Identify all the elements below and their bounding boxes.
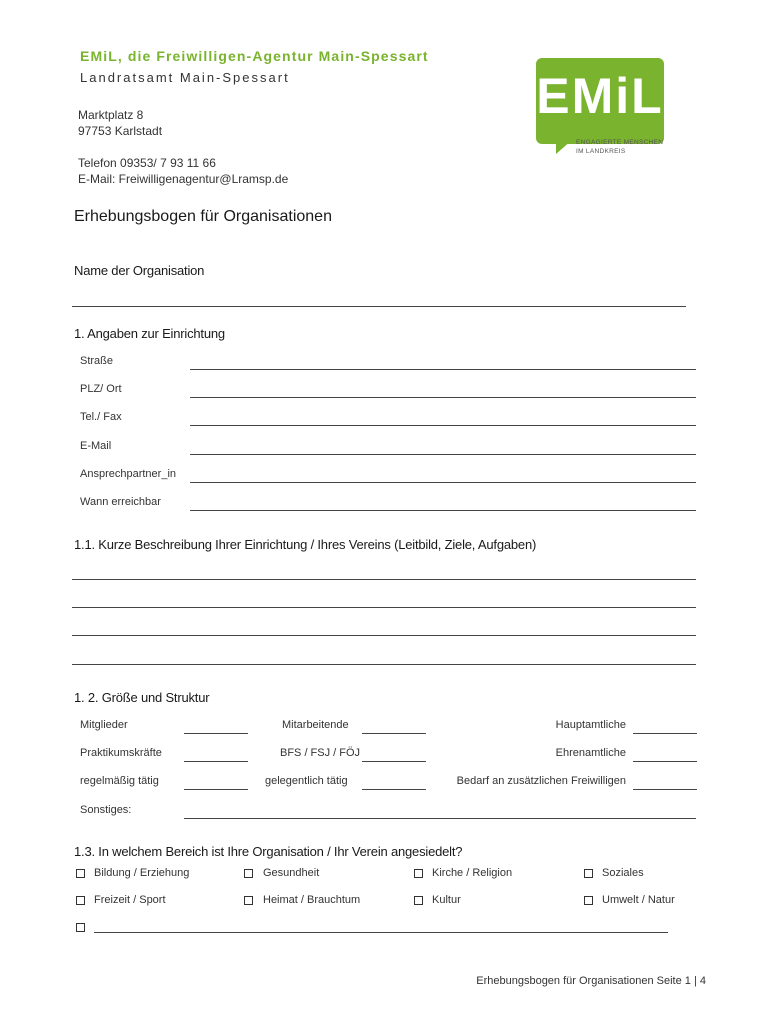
label-ehrenamtliche: Ehrenamtliche [555, 747, 626, 759]
field-label-tel-fax: Tel./ Fax [80, 411, 122, 423]
org-name-field[interactable] [72, 306, 686, 307]
ansprechpartner-field[interactable] [190, 482, 696, 483]
field-label-ansprechpartner: Ansprechpartner_in [80, 468, 177, 480]
org-subtitle: Landratsamt Main-Spessart [80, 70, 290, 85]
logo-tagline-line-1: ENGAGIERTE MENSCHEN [576, 139, 664, 146]
section-1-2-heading: 1. 2. Größe und Struktur [74, 690, 210, 705]
org-title: EMiL, die Freiwilligen-Agentur Main-Spessart [80, 48, 429, 64]
label-hauptamtliche: Hauptamtliche [555, 719, 626, 731]
option-soziales: Soziales [602, 867, 644, 879]
page-footer: Erhebungsbogen für Organisationen Seite 1 | 4 [476, 975, 706, 987]
checkbox-gesundheit[interactable] [244, 869, 253, 878]
logo-bubble-tail [556, 140, 572, 154]
section-1-1-heading: 1.1. Kurze Beschreibung Ihrer Einrichtung / Ihres Vereins (Leitbild, Ziele, Aufgaben) [74, 537, 537, 552]
hauptamtliche-field[interactable] [633, 733, 697, 734]
logo-tagline [576, 138, 663, 156]
label-bedarf: Bedarf an zusätzlichen Freiwilligen [456, 775, 626, 787]
section-1-3-heading: 1.3. In welchem Bereich ist Ihre Organisation / Ihr Verein angesiedelt? [74, 844, 463, 859]
other-area-field[interactable] [94, 932, 668, 933]
address-street: Marktplatz 8 [78, 108, 144, 122]
ehrenamtliche-field[interactable] [633, 761, 697, 762]
contact-email: E-Mail: Freiwilligenagentur@Lramsp.de [78, 172, 289, 186]
address-city: 97753 Karlstadt [78, 124, 163, 138]
checkbox-umwelt[interactable] [584, 896, 593, 905]
label-regelmaessig: regelmäßig tätig [80, 775, 159, 787]
description-line-2[interactable] [72, 607, 696, 608]
mitarbeitende-field[interactable] [362, 733, 426, 734]
description-line-3[interactable] [72, 635, 696, 636]
option-freizeit: Freizeit / Sport [94, 894, 166, 906]
checkbox-heimat[interactable] [244, 896, 253, 905]
bedarf-field[interactable] [633, 789, 697, 790]
erreichbar-field[interactable] [190, 510, 696, 511]
contact-phone: Telefon 09353/ 7 93 11 66 [78, 156, 216, 170]
gelegentlich-field[interactable] [362, 789, 426, 790]
logo-text: EMiL [536, 68, 664, 124]
section-1-heading: 1. Angaben zur Einrichtung [74, 326, 225, 341]
bfs-fsj-foej-field[interactable] [362, 761, 426, 762]
praktikumskraefte-field[interactable] [184, 761, 248, 762]
strasse-field[interactable] [190, 369, 696, 370]
label-mitglieder: Mitglieder [80, 719, 128, 731]
checkbox-other[interactable] [76, 923, 85, 932]
logo-tagline-line-2: IM LANDKREIS [576, 148, 626, 155]
option-bildung: Bildung / Erziehung [94, 867, 190, 879]
option-gesundheit: Gesundheit [263, 867, 320, 879]
sonstiges-field[interactable] [184, 818, 696, 819]
field-label-plz-ort: PLZ/ Ort [80, 383, 122, 395]
description-line-4[interactable] [72, 664, 696, 665]
email-field[interactable] [190, 454, 696, 455]
checkbox-soziales[interactable] [584, 869, 593, 878]
checkbox-kultur[interactable] [414, 896, 423, 905]
emil-logo [536, 58, 664, 162]
field-label-erreichbar: Wann erreichbar [80, 496, 161, 508]
regelmaessig-field[interactable] [184, 789, 248, 790]
label-sonstiges: Sonstiges: [80, 804, 132, 816]
option-umwelt: Umwelt / Natur [602, 894, 675, 906]
form-title: Erhebungsbogen für Organisationen [74, 208, 332, 225]
plz-ort-field[interactable] [190, 397, 696, 398]
option-kultur: Kultur [432, 894, 461, 906]
option-kirche: Kirche / Religion [432, 867, 513, 879]
label-gelegentlich: gelegentlich tätig [265, 775, 348, 787]
description-line-1[interactable] [72, 579, 696, 580]
tel-fax-field[interactable] [190, 425, 696, 426]
label-praktikumskraefte: Praktikumskräfte [80, 747, 162, 759]
checkbox-kirche[interactable] [414, 869, 423, 878]
field-label-email: E-Mail [80, 440, 112, 452]
org-name-label: Name der Organisation [74, 263, 205, 278]
label-bfs-fsj-foej: BFS / FSJ / FÖJ [280, 747, 361, 759]
checkbox-freizeit[interactable] [76, 896, 85, 905]
label-mitarbeitende: Mitarbeitende [282, 719, 349, 731]
checkbox-bildung[interactable] [76, 869, 85, 878]
option-heimat: Heimat / Brauchtum [263, 894, 361, 906]
field-label-strasse: Straße [80, 355, 114, 367]
mitglieder-field[interactable] [184, 733, 248, 734]
